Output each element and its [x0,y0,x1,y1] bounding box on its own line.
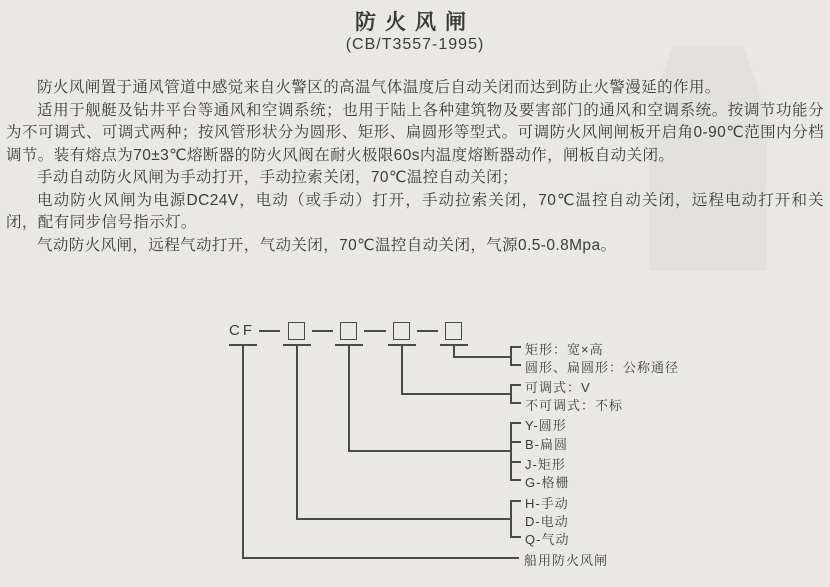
dash-line [364,330,386,332]
connector-line [242,557,519,559]
code-label-shape-rect: J-矩形 [525,457,566,472]
label-tick [510,422,521,424]
page-title: 防火风闸 [355,11,475,34]
label-tick [510,536,521,538]
connector-line [453,356,511,358]
bracket-line [510,500,512,537]
code-box-1 [288,322,305,340]
dash-line [259,330,280,332]
standard-number: (CB/T3557-1995) [345,36,485,53]
bracket-line [510,422,512,480]
code-label-electric: D-电动 [525,514,569,529]
label-tick [510,441,521,443]
connector-line [401,393,511,395]
dash-line [417,330,438,332]
paragraph-electric-type: 电动防火风闸为电源DC24V，电动（或手动）打开，手动拉索关闭，70℃温控自动关闭，远程电动打开和关闭，配有同步信号指示灯。 [6,191,824,231]
code-label-shape-oval: B-扁圆 [525,437,569,452]
code-label-rect-size: 矩形：宽×高 [525,342,604,357]
code-box-2 [340,322,357,340]
label-tick [510,384,521,386]
stem-line-box2 [348,345,350,451]
paragraph-manual-type: 手动自动防火风闸为手动打开，手动拉索关闭，70℃温控自动关闭； [37,169,519,186]
code-label-nonadjustable: 不可调式：不标 [525,398,624,413]
code-box-3 [393,322,410,340]
label-tick [510,479,521,481]
bracket-line [510,384,512,403]
stem-line-cf [242,345,244,558]
label-tick [510,364,521,366]
connector-line [296,518,511,520]
label-tick [510,402,521,404]
dash-line [312,330,333,332]
code-label-marine-damper: 船用防火风闸 [524,553,609,568]
label-tick [510,500,521,502]
paragraph-pneumatic-type: 气动防火风闸，远程气动打开，气动关闭，70℃温控自动关闭，气源0.5-0.8Mpa。 [37,236,617,254]
code-label-round-size: 圆形、扁圆形：公称通径 [525,360,680,375]
label-tick [510,346,521,348]
code-label-pneumatic: Q-气动 [525,532,570,547]
stem-line-box1 [296,345,298,519]
code-box-4 [445,322,462,340]
code-label-manual: H-手动 [525,496,569,511]
label-tick [510,461,521,463]
connector-line [348,450,511,452]
stem-line-box3 [401,345,403,394]
paragraph-application: 适用于舰艇及钻井平台等通风和空调系统；也用于陆上各种建筑物及要害部门的通风和空调系统。按调节功能分为不可调式、可调式两种；按风管形状分为圆形、矩形、扁圆形等型式。可调防火风闸闸板开启角0-90℃范围内分档调节。装有熔点为70±3℃熔断器的防火风阀在耐火极限60s内温度熔断器动作，闸板自动关闭。 [6,101,824,164]
model-prefix: CF [229,322,255,339]
bracket-line [510,346,512,365]
code-label-shape-round: Y-圆形 [525,418,567,433]
code-label-shape-grille: G-格栅 [525,475,570,490]
paragraph-overview: 防火风闸置于通风管道中感觉来自火警区的高温气体温度后自动关闭而达到防止火警漫延的作用。 [37,79,721,96]
code-label-adjustable: 可调式：V [525,380,591,395]
